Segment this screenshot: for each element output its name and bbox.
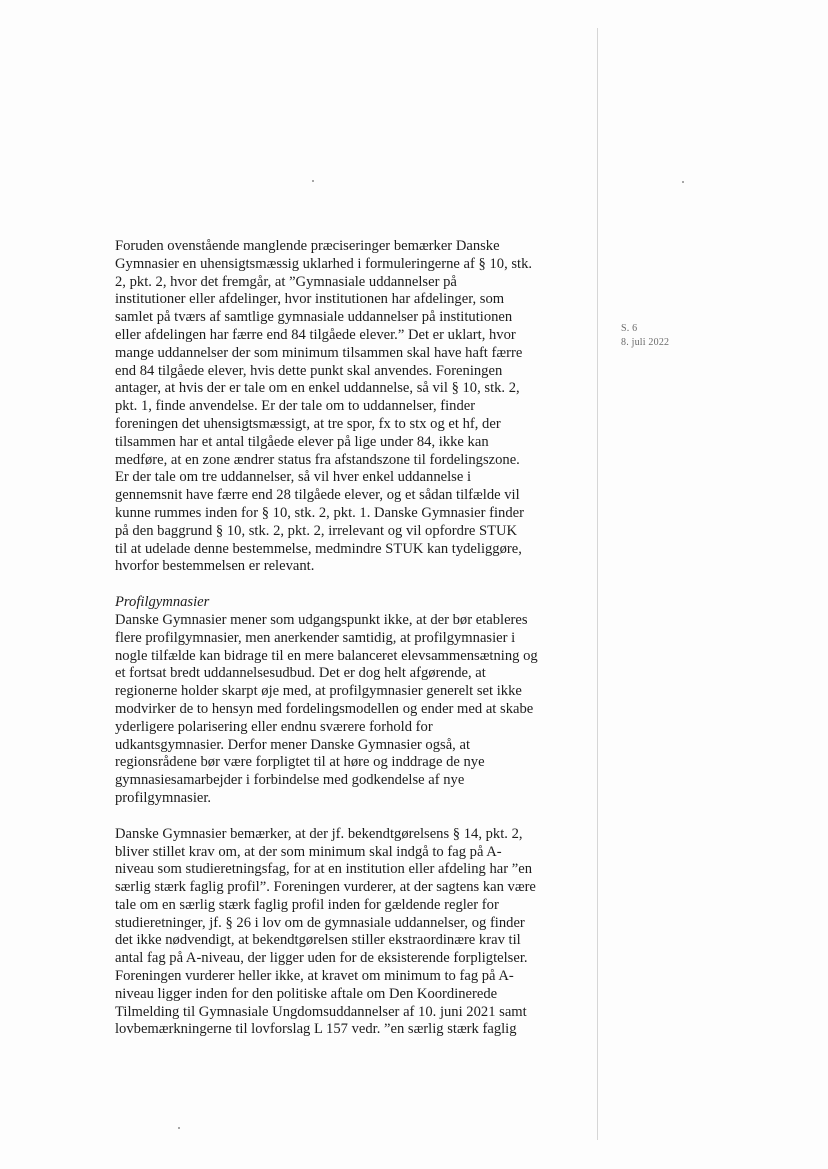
text-line: end 84 tilgåede elever, hvis dette punkt skal anvendes. Foreningen: [115, 362, 503, 379]
paragraph-gap: [115, 576, 575, 594]
body-text: [115, 238, 575, 1039]
text-line: nogle tilfælde kan bidrage til en mere balanceret elevsammensætning og: [115, 647, 538, 664]
paragraph-a-level-requirement: [115, 826, 575, 1040]
paragraph-unclear-formulation: [115, 238, 575, 576]
text-line: modvirker de to hensyn med fordelingsmodellen og ender med at skabe: [115, 700, 534, 717]
text-line: 2, pkt. 2, hvor det fremgår, at ”Gymnasiale uddannelser på: [115, 273, 457, 290]
text-line: medføre, at en zone ændrer status fra afstandszone til fordelingszone.: [115, 451, 520, 468]
text-line: bliver stillet krav om, at der som minimum skal indgå to fag på A-: [115, 843, 502, 860]
text-line: antager, at hvis der er tale om en enkel uddannelse, så vil § 10, stk. 2,: [115, 380, 520, 397]
text-line: profilgymnasier.: [115, 789, 212, 806]
text-line: pkt. 1, finde anvendelse. Er der tale om to uddannelser, finder: [115, 398, 476, 415]
page-number: S. 6: [621, 323, 638, 334]
text-line: tale om en særlig stærk faglig profil inden for gældende regler for: [115, 896, 499, 913]
text-line: særlig stærk faglig profil”. Foreningen vurderer, at der sagtens kan være: [115, 879, 536, 896]
text-line: gymnasiesamarbejder i forbindelse med godkendelse af nye: [115, 772, 465, 789]
scan-speck: [178, 1127, 180, 1129]
text-line: foreningen det uhensigtsmæssigt, at tre spor, fx to stx og et hf, der: [115, 415, 501, 432]
text-line: det ikke nødvendigt, at bekendtgørelsen stiller ekstraordinære krav til: [115, 932, 521, 949]
text-line: samlet på tværs af samtlige gymnasiale uddannelser på institutionen: [115, 309, 513, 326]
text-line: Danske Gymnasier mener som udgangspunkt ikke, at der bør etableres: [115, 611, 528, 628]
text-line: Gymnasier en uhensigtsmæssig uklarhed i formuleringerne af § 10, stk.: [115, 255, 533, 272]
text-line: Er der tale om tre uddannelser, så vil hver enkel uddannelse i: [115, 469, 472, 486]
text-line: institutioner eller afdelinger, hvor institutionen har afdelinger, som: [115, 291, 505, 308]
margin-note: [621, 322, 669, 350]
paragraph-profilgymnasier: [115, 594, 575, 808]
document-date: 8. juli 2022: [621, 337, 670, 348]
text-line: Foruden ovenstående manglende præciseringer bemærker Danske: [115, 238, 500, 254]
text-line: hvorfor bestemmelsen er relevant.: [115, 558, 315, 575]
text-line: regionerne holder skarpt øje med, at profilgymnasier generelt set ikke: [115, 683, 522, 700]
text-line: Danske Gymnasier bemærker, at der jf. bekendtgørelsens § 14, pkt. 2,: [115, 825, 523, 842]
scan-speck: [682, 181, 684, 183]
text-line: udkantsgymnasier. Derfor mener Danske Gymnasier også, at: [115, 736, 471, 753]
section-heading: Profilgymnasier: [115, 594, 210, 611]
text-line: niveau som studieretningsfag, for at en institution eller afdeling har ”en: [115, 861, 533, 878]
text-line: til at udelade denne bestemmelse, medmindre STUK kan tydeliggøre,: [115, 540, 522, 557]
paragraph-gap: [115, 808, 575, 826]
text-line: kunne rummes inden for § 10, stk. 2, pkt. 1. Danske Gymnasier finder: [115, 504, 524, 521]
text-line: yderligere polarisering eller endnu sværere forhold for: [115, 718, 433, 735]
text-line: flere profilgymnasier, men anerkender samtidig, at profilgymnasier i: [115, 629, 516, 646]
text-line: mange uddannelser der som minimum tilsammen skal have haft færre: [115, 344, 523, 361]
text-line: eller afdelingen har færre end 84 tilgåede elever.” Det er uklart, hvor: [115, 326, 516, 343]
text-line: Foreningen vurderer heller ikke, at kravet om minimum to fag på A-: [115, 968, 514, 985]
text-line: Tilmelding til Gymnasiale Ungdomsuddannelser af 10. juni 2021 samt: [115, 1003, 527, 1020]
text-line: studieretninger, jf. § 26 i lov om de gymnasiale uddannelser, og finder: [115, 914, 525, 931]
text-line: tilsammen har et antal tilgåede elever på lige under 84, ikke kan: [115, 433, 489, 450]
scan-speck: [312, 180, 314, 182]
text-line: lovbemærkningerne til lovforslag L 157 vedr. ”en særlig stærk faglig: [115, 1021, 517, 1038]
margin-divider-line: [597, 28, 598, 1140]
text-line: et fortsat bredt uddannelsesudbud. Det er dog helt afgørende, at: [115, 665, 486, 682]
text-line: niveau ligger inden for den politiske aftale om Den Koordinerede: [115, 985, 498, 1002]
text-line: antal fag på A-niveau, der ligger uden for de eksisterende forpligtelser.: [115, 950, 528, 967]
text-line: på den baggrund § 10, stk. 2, pkt. 2, irrelevant og vil opfordre STUK: [115, 522, 518, 539]
text-line: gennemsnit have færre end 28 tilgåede elever, og et sådan tilfælde vil: [115, 487, 520, 504]
text-line: regionsrådene bør være forpligtet til at høre og inddrage de nye: [115, 754, 485, 771]
